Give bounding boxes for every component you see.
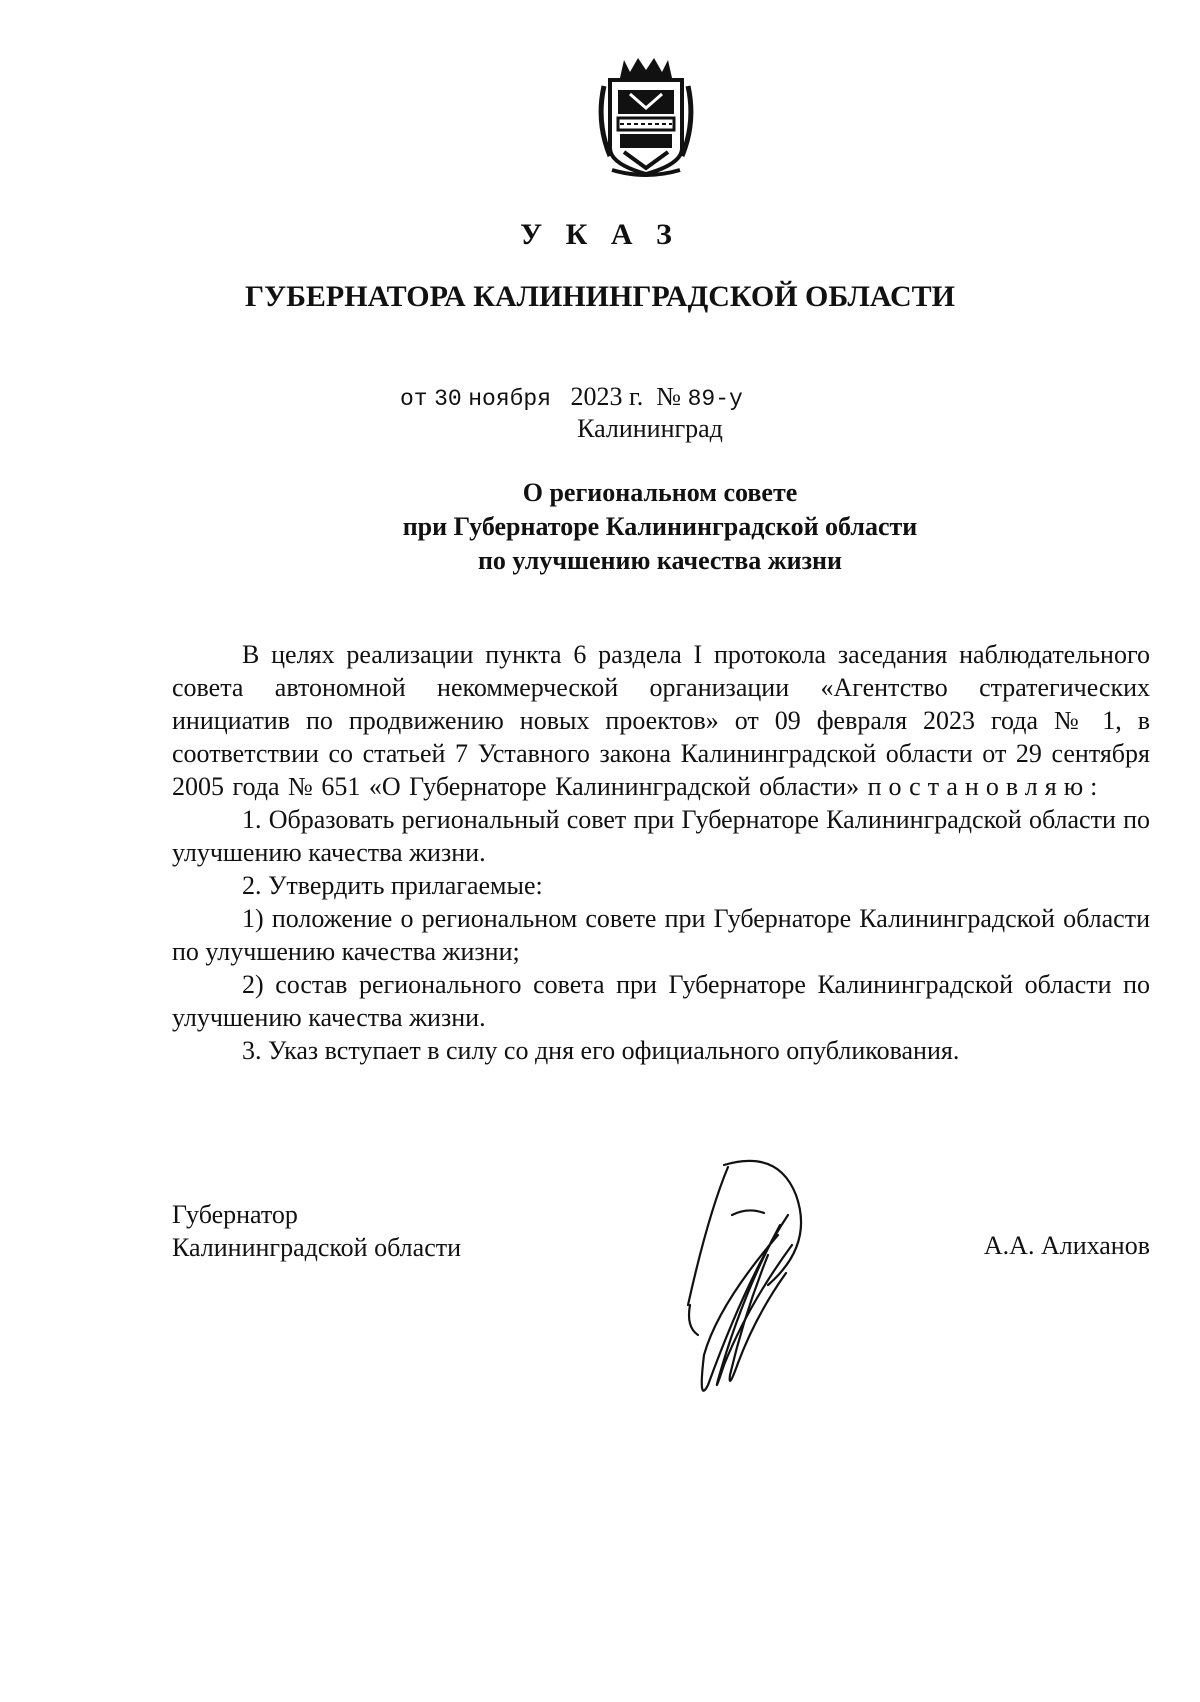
date-month: ноября [468,386,552,412]
decree-heading [0,476,1200,578]
issuer-subtitle: ГУБЕРНАТОРА КАЛИНИНГРАДСКОЙ ОБЛАСТИ [244,280,956,313]
role-line-1: Губернатор [172,1200,298,1229]
date-day: 30 [434,386,462,412]
decree-number: 89-у [687,386,743,412]
coat-of-arms-icon [590,52,702,180]
preamble-paragraph [172,638,1150,803]
date-number-line [400,382,743,412]
item-3: 3. Указ вступает в силу со дня его официального опубликования. [242,1036,960,1065]
heading-line-2: при Губернаторе Калининградской области [402,512,918,541]
decree-word: постановляю [867,772,1091,801]
number-sign: № [656,382,682,411]
item-2: 2. Утвердить прилагаемые: [242,871,543,900]
signatory-role [172,1198,461,1264]
document-type-title: У К А З [520,218,680,251]
decree-body [172,638,1150,1067]
preamble-text: В целях реализации пункта 6 раздела I протокола заседания наблюдательного совета автономной некоммерческой организации «Агентство стратегических инициатив по продвижению новых проектов» от 09 февраля 2023 года № 1, в соответствии со статьей 7 Уставного закона Калининградской области от 29 сентября 2005 года № 651 «О Губернаторе Калининградской области» [172,640,1150,801]
item-2-2: 2) состав регионального совета при Губернаторе Калининградской области по улучшению качества жизни. [172,970,1150,1032]
decree-colon: : [1090,772,1098,801]
coat-of-arms-emblem [590,52,702,180]
heading-line-1: О региональном совете [522,478,798,507]
heading-line-3: по улучшению качества жизни [477,546,843,575]
city: Калининград [577,414,723,443]
signature-icon [668,1155,828,1400]
handwritten-signature [668,1155,828,1400]
date-year: 2023 г. [570,382,644,411]
item-2-1: 1) положение о региональном совете при Губернаторе Калининградской области по улучшению качества жизни; [172,904,1150,966]
role-line-2: Калининградской области [172,1233,462,1262]
signatory-name: А.А. Алиханов [983,1231,1150,1260]
item-1: 1. Образовать региональный совет при Губернаторе Калининградской области по улучшению качества жизни. [172,805,1150,867]
date-prefix: от [400,386,428,412]
